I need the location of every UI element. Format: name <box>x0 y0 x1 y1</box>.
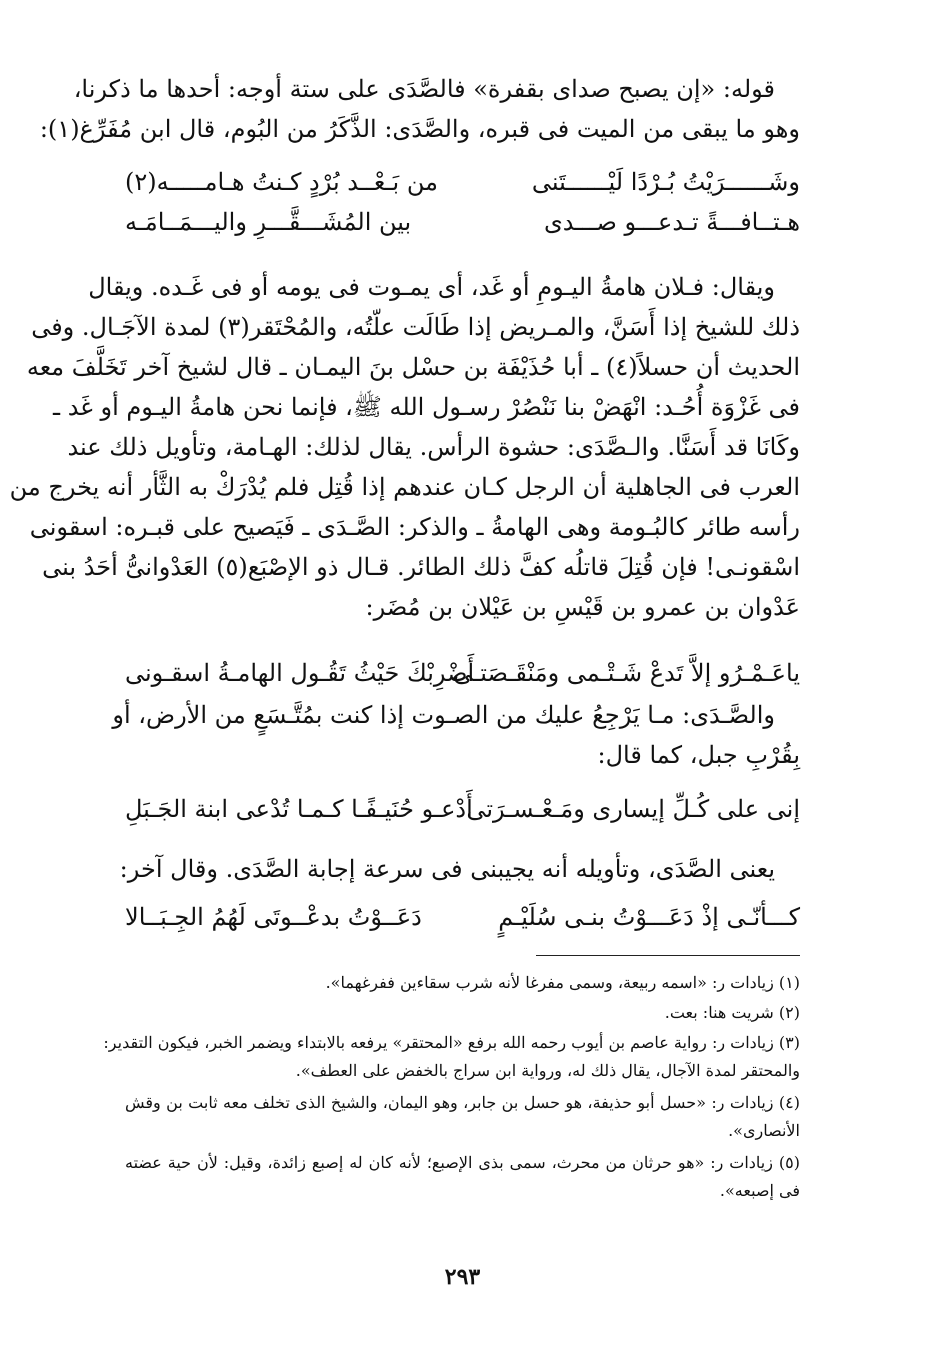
footnote-separator <box>536 955 800 956</box>
page-number: ٢٩٣ <box>444 1264 481 1290</box>
footnote: (١) زيادات ر: «اسمه ربيعة، وسمى مفرغا لأنه شرب سقاءين ففرغهما». <box>325 973 800 992</box>
poem-hemistich: ياعَـمْـرُو إلاَّ تَدعْ شَـتْـمى ومَنْقَـصَتـى <box>453 659 800 687</box>
poem-hemistich: هـتــافـــةً تـدعـــو صـــدى <box>544 208 800 236</box>
body-line: ويقال: فـلان هامةُ اليـومِ أو غَد، أى يمـوت فى يومه أو فى غَـده. ويقال <box>88 273 775 301</box>
body-line: وهو ما يبقى من الميت فى قبره، والصَّدَى: الذَّكَرُ من البُوم، قال ابن مُفَرِّغ(١): <box>39 115 800 143</box>
poem-hemistich: أَدْعـو حُنَيـفًـا كـمـا تُدْعى ابنة الجَـبَلِ <box>125 795 473 823</box>
body-line: ذلك للشيخ إذا أَسَنَّ، والمـريض إذا طَالَت علّتُه، والمُحْتَقر(٣) لمدة الآجَـال. وفى <box>31 313 800 341</box>
body-line: عَدْوان بن عمرو بن قَيْسِ بن عَيْلان بن مُضَر: <box>365 593 800 621</box>
poem-hemistich: كـــأنّـى إذْ دَعَـــوْتُ بنـى سُلَيْـمٍ <box>498 903 800 931</box>
footnote: (٤) زيادات ر: «حسل أبو حذيفة، هو حسل بن جابر، وهو اليمان، والشيخ الذى تخلف معه ثابت بن وقش <box>125 1093 800 1112</box>
body-line: قوله: «إن يصبح صداى بقفرة» فالصَّدَى على ستة أوجه: أحدها ما ذكرنا، <box>73 75 775 103</box>
body-line: وكَانَا قد أَسَنَّا. والـصَّدَى: حشوة الرأس. يقال لذلك: الهـامة، وتأويل ذلك عند <box>67 433 800 461</box>
poem-hemistich: أَضْرِبْكَ حَيْثُ تَقُـول الهامـةُ اسقـونى <box>125 659 475 687</box>
footnote: (٢) شريت هنا: بعت. <box>664 1003 800 1022</box>
body-line: العرب فى الجاهلية أن الرجل كـان عندهم إذا قُتِل فلم يُدْرَكْ به الثَّأر أنه يخرج من <box>9 473 800 501</box>
body-line: رأسه طائر كالبُـومة وهى الهامةُ ـ والذكر: الصَّـدَى ـ فَيَصيح على قبـره: اسقونى <box>29 513 800 541</box>
body-line: والصَّـدَى: مـا يَرْجِعُ عليك من الصـوت إذا كنت بمُتَّـسَعٍ من الأرض، أو <box>112 701 775 729</box>
footnote: (٣) زيادات ر: رواية عاصم بن أيوب رحمه الله برفع «المحتقر» يرفعه بالابتداء ويضمر الخبر، فيكون التقدير: <box>103 1033 800 1052</box>
poem-hemistich: من بَـعْــد بُرْدٍ كـنتُ هـامـــــه(٢) <box>125 168 438 196</box>
poem-hemistich: بين المُشَـــقَّـــرِ واليـــمَــامَـه <box>125 208 412 236</box>
body-line: فى غَزْوَة أُحُـد: انْهَضْ بنا نَنْصُرْ رسـول الله ﷺ، فإنما نحن هامةُ اليـوم أو غَد ـ <box>53 393 800 421</box>
body-line: الحديث أن حسلاً(٤) ـ أبا حُذَيْفَة بن حسْل بنَ اليمـان ـ قال لشيخ آخر تَخَلَّفَ معه <box>26 353 800 381</box>
poem-hemistich: إنى على كُـلِّ إيسارى ومَـعْـسـرَتى <box>466 795 800 823</box>
body-line: بِقُرْبِ جبل، كما قال: <box>597 741 800 769</box>
body-line: اسْقونـى! فإن قُتِلَ قاتلُه كفَّ ذلك الطائر. قـال ذو الإصْبَع(٥) العَدْوانىُّ أحَدُ بنى <box>42 553 800 581</box>
footnote: الأنصارى». <box>728 1121 800 1140</box>
footnote: والمحتقر لمدة الآجال، يقال ذلك له، ورواية ابن سراج بالخفض على العطف». <box>295 1061 800 1080</box>
poem-hemistich: دَعَــوْتُ بدعْــوتَى لَهُمُ الجِـبَــالا <box>125 903 422 931</box>
poem-hemistich: وشَــــــرَيْتُ بُـرْدًا لَيْــــــتَنى <box>531 168 800 196</box>
footnote: فى إصبعه». <box>719 1181 800 1200</box>
footnote: (٥) زيادات ر: «هو حرثان من محرث، سمى بذى الإصبع؛ لأنه كان له إصبع زائدة، وقيل: لأن حية عضته <box>125 1153 801 1172</box>
body-line: يعنى الصَّدَى، وتأويله أنه يجيبنى فى سرعة إجابة الصَّدَى. وقال آخر: <box>119 855 775 883</box>
